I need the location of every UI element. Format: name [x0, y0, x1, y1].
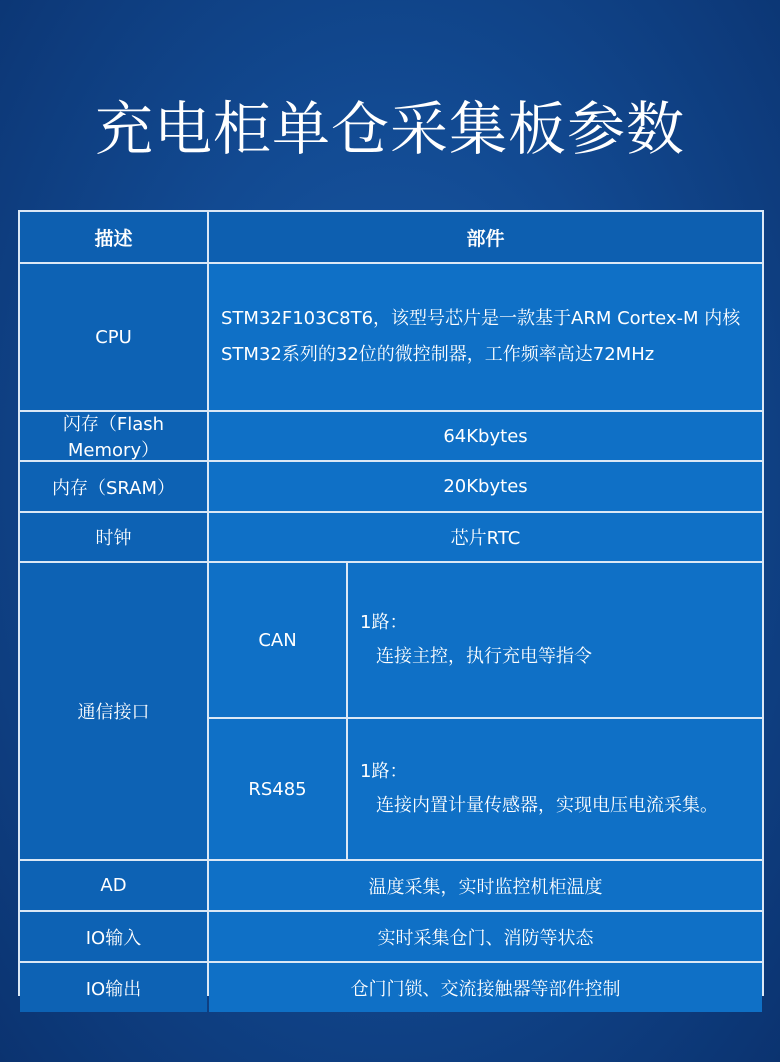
can-count: 1路：	[360, 612, 408, 633]
page-title: 充电柜单仓采集板参数	[94, 95, 685, 163]
can-detail-cell	[348, 563, 762, 717]
rs485-detail-cell	[348, 719, 762, 859]
io-input-label: IO输入	[20, 912, 207, 961]
flash-label: 闪存（Flash Memory）	[20, 412, 207, 460]
clock-value: 芯片RTC	[209, 513, 762, 561]
ad-value: 温度采集，实时监控机柜温度	[209, 861, 762, 910]
sram-label: 内存（SRAM）	[20, 462, 207, 511]
ad-label: AD	[20, 861, 207, 910]
comm-label: 通信接口	[20, 563, 207, 859]
header-description: 描述	[20, 212, 207, 262]
cpu-value: STM32F103C8T6，该型号芯片是一款基于ARM Cortex-M 内核STM32系列的32位的微控制器，工作频率高达72MHz	[209, 264, 762, 410]
flash-value: 64Kbytes	[209, 412, 762, 460]
rs485-count: 1路：	[360, 761, 408, 782]
sram-value: 20Kbytes	[209, 462, 762, 511]
rs485-name: RS485	[209, 719, 346, 859]
header-component: 部件	[209, 212, 762, 262]
rs485-detail: 连接内置计量传感器，实现电压电流采集。	[376, 795, 718, 816]
cpu-label: CPU	[20, 264, 207, 410]
io-output-label: IO输出	[20, 963, 207, 1012]
io-output-value: 仓门门锁、交流接触器等部件控制	[209, 963, 762, 1012]
io-input-value: 实时采集仓门、消防等状态	[209, 912, 762, 961]
clock-label: 时钟	[20, 513, 207, 561]
can-detail: 连接主控，执行充电等指令	[376, 646, 592, 667]
spec-table	[18, 210, 764, 1000]
can-name: CAN	[209, 563, 346, 717]
